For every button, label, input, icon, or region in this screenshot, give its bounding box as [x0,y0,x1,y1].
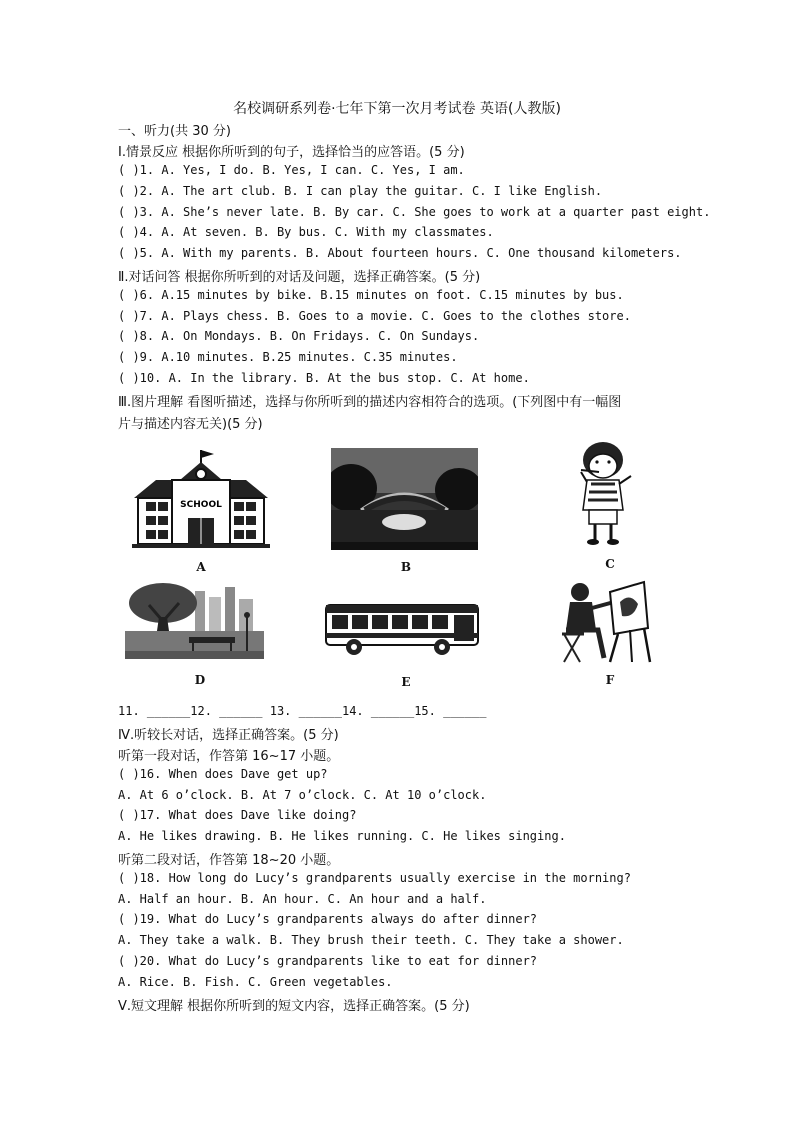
picture-label-a: A [196,560,206,574]
question-18-options: A. Half an hour. B. An hour. C. An hour and a half. [118,892,487,906]
part3-heading-line2: 片与描述内容无关)(5 分) [118,417,263,432]
painter-at-easel-picture [558,578,654,664]
question-17: ( )17. What does Dave like doing? [118,808,357,822]
picture-label-f: F [605,673,615,687]
question-19: ( )19. What do Lucy’s grandparents always do after dinner? [118,912,538,926]
question-3: ( )3. A. She’s never late. B. By car. C. She goes to work at a quarter past eight. [118,205,711,219]
question-19-options: A. They take a walk. B. They brush their teeth. C. They take a shower. [118,933,624,947]
school-building-picture [132,442,270,550]
part2-heading: Ⅱ.对话问答 根据你所听到的对话及问题，选择正确答案。(5 分) [118,270,481,285]
question-17-options: A. He likes drawing. B. He likes running. C. He likes singing. [118,829,566,843]
answer-blanks-11-15: 11. ______12. ______ 13. ______14. ______15. ______ [118,704,487,718]
picture-label-b: B [400,560,412,574]
bus-picture [324,603,480,657]
picture-label-d: D [194,673,206,687]
question-18: ( )18. How long do Lucy’s grandparents usually exercise in the morning? [118,871,631,885]
question-7: ( )7. A. Plays chess. B. Goes to a movie. C. Goes to the clothes store. [118,309,631,323]
question-4: ( )4. A. At seven. B. By bus. C. With my classmates. [118,225,494,239]
question-2: ( )2. A. The art club. B. I can play the guitar. C. I like English. [118,184,603,198]
question-1: ( )1. A. Yes, I do. B. Yes, I can. C. Yes, I am. [118,163,465,177]
question-20: ( )20. What do Lucy’s grandparents like to eat for dinner? [118,954,538,968]
part1-heading: Ⅰ.情景反应 根据你所听到的句子，选择恰当的应答语。(5 分) [118,145,465,160]
section-listening-heading: 一、听力(共 30 分) [118,124,231,139]
park-picture [125,581,264,659]
question-10: ( )10. A. In the library. B. At the bus stop. C. At home. [118,371,530,385]
question-8: ( )8. A. On Mondays. B. On Fridays. C. On Sundays. [118,329,480,343]
question-9: ( )9. A.10 minutes. B.25 minutes. C.35 minutes. [118,350,458,364]
school-sign-text: SCHOOL [180,500,222,510]
part5-heading: Ⅴ.短文理解 根据你所听到的短文内容，选择正确答案。(5 分) [118,999,470,1014]
question-20-options: A. Rice. B. Fish. C. Green vegetables. [118,975,393,989]
picture-label-c: C [605,557,615,571]
question-6: ( )6. A.15 minutes by bike. B.15 minutes on foot. C.15 minutes by bus. [118,288,624,302]
bridge-landscape-picture [331,448,478,550]
question-16-options: A. At 6 o’clock. B. At 7 o’clock. C. At 10 o’clock. [118,788,487,802]
question-16: ( )16. When does Dave get up? [118,767,328,781]
boy-brushing-teeth-picture [573,440,639,548]
picture-label-e: E [401,675,411,689]
part3-heading-line1: Ⅲ.图片理解 看图听描述，选择与你所听到的描述内容相符合的选项。(下列图中有一幅图 [118,395,622,410]
part4-dialogue2-heading: 听第二段对话，作答第 18~20 小题。 [118,853,340,868]
question-5: ( )5. A. With my parents. B. About fourteen hours. C. One thousand kilometers. [118,246,682,260]
part4-heading: Ⅳ.听较长对话，选择正确答案。(5 分) [118,728,339,743]
part4-dialogue1-heading: 听第一段对话，作答第 16~17 小题。 [118,749,340,764]
page-title: 名校调研系列卷·七年下第一次月考试卷 英语(人教版) [233,101,561,117]
